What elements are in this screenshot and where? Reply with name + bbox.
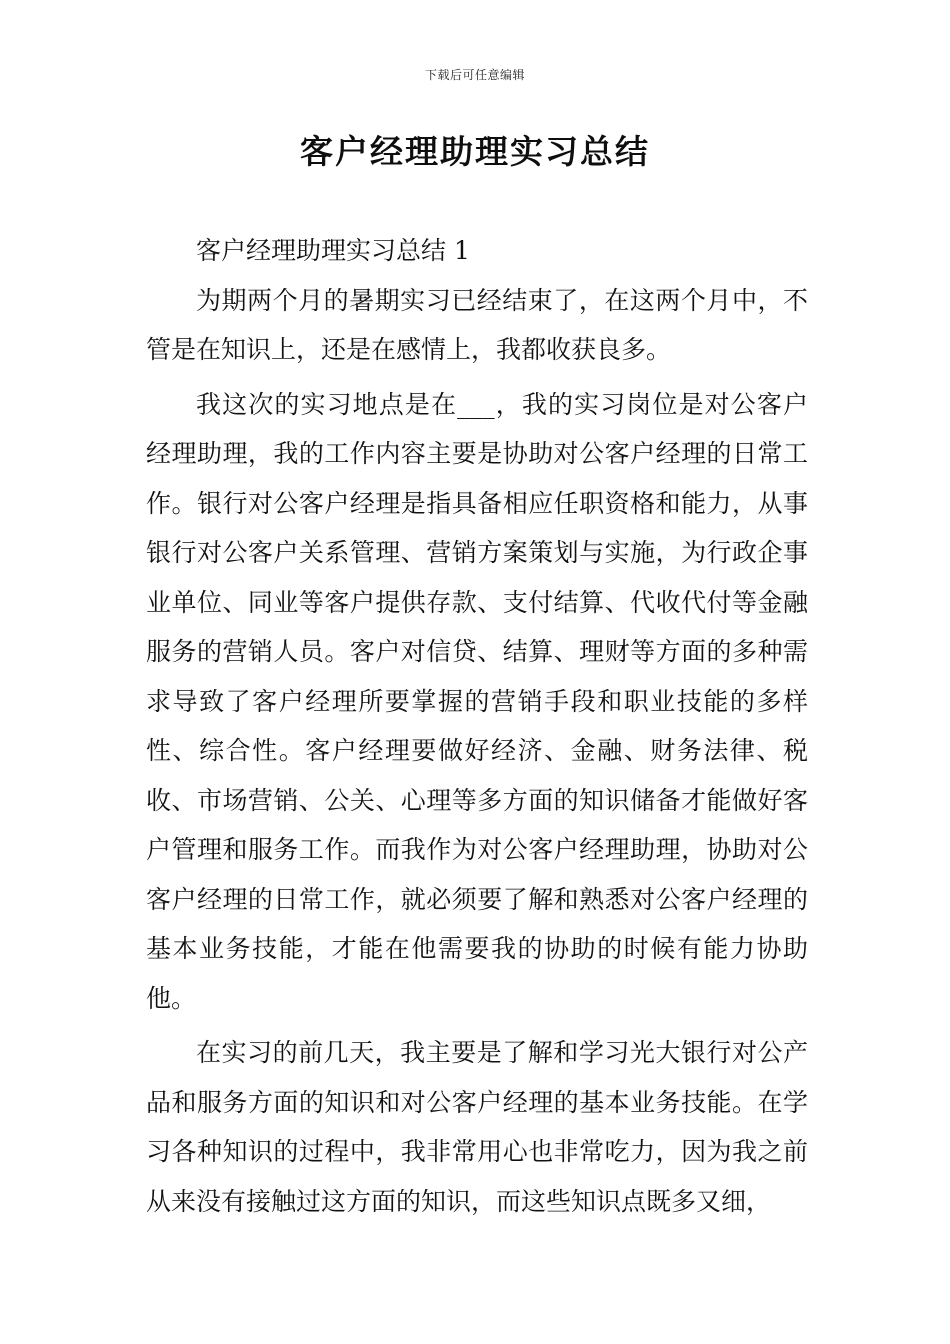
paragraph-2: 我这次的实习地点是在___，我的实习岗位是对公客户经理助理，我的工作内容主要是协助对公客户经理的日常工作。银行对公客户经理是指具备相应任职资格和能力，从事银行对公客户关系管理、营销方案策划与实施，为行政企事业单位、同业等客户提供存款、支付结算、代收代付等金融服务的营销人员。客户对信贷、结算、理财等方面的多种需求导致了客户经理所要掌握的营销手段和职业技能的多样性、综合性。客户经理要做好经济、金融、财务法律、税收、市场营销、公关、心理等多方面的知识储备才能做好客户管理和服务工作。而我作为对公客户经理助理，协助对公客户经理的日常工作，就必须要了解和熟悉对公客户经理的基本业务技能，才能在他需要我的协助的时候有能力协助他。 bbox=[146, 389, 808, 1013]
section-heading: 客户经理助理实习总结 1 bbox=[196, 236, 470, 265]
header-note: 下载后可任意编辑 bbox=[424, 68, 525, 82]
document-title: 客户经理助理实习总结 bbox=[300, 132, 650, 171]
document-body bbox=[146, 226, 808, 1231]
paragraph-1: 为期两个月的暑期实习已经结束了，在这两个月中，不管是在知识上，还是在感情上，我都收获良多。 bbox=[146, 285, 808, 364]
paragraph-3: 在实习的前几天，我主要是了解和学习光大银行对公产品和服务方面的知识和对公客户经理的基本业务技能。在学习各种知识的过程中，我非常用心也非常吃力，因为我之前从来没有接触过这方面的知识，而这些知识点既多又细， bbox=[146, 1038, 808, 1216]
